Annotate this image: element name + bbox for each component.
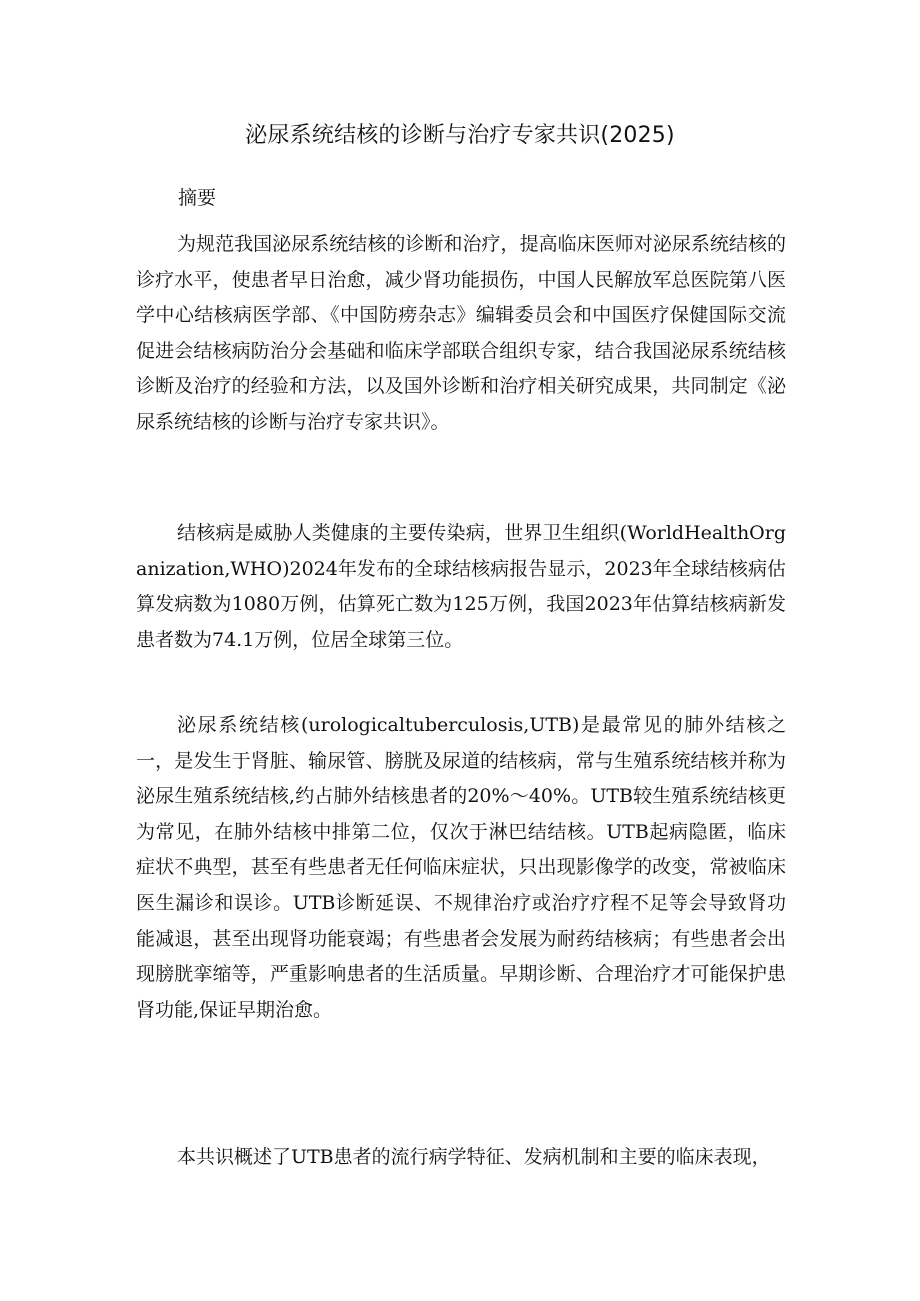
paragraph-epidemiology [136, 516, 786, 658]
paragraph-text: 为规范我国泌尿系统结核的诊断和治疗，提高临床医师对泌尿系统结核的诊疗水平，使患者早日治愈，减少肾功能损伤，中国人民解放军总医院第八医学中心结核病医学部、《中国防痨杂志》编辑委员会和中国医疗保健国际交流促进会结核病防治分会基础和临床学部联合组织专家，结合我国泌尿系统结核诊断及治疗的经验和方法，以及国外诊断和治疗相关研究成果，共同制定《泌尿系统结核的诊断与治疗专家共识》。 [136, 233, 786, 433]
paragraph-text: 泌尿系统结核(urologicaltuberculosis,UTB)是最常见的肺外结核之一，是发生于肾脏、输尿管、膀胱及尿道的结核病，常与生殖系统结核并称为泌尿生殖系统结核,约占肺外结核患者的20%～40%。UTB较生殖系统结核更为常见，在肺外结核中排第二位，仅次于淋巴结结核。UTB起病隐匿，临床症状不典型，甚至有些患者无任何临床症状，只出现影像学的改变，常被临床医生漏诊和误诊。UTB诊断延误、不规律治疗或治疗疗程不足等会导致肾功能减退，甚至出现肾功能衰竭；有些患者会发展为耐药结核病；有些患者会出现膀胱挛缩等，严重影响患者的生活质量。早期诊断、合理治疗才可能保护患肾功能,保证早期治愈。 [136, 714, 786, 1021]
document-title: 泌尿系统结核的诊断与治疗专家共识(2025) [245, 123, 675, 148]
paragraph-purpose [136, 227, 786, 441]
paragraph-consensus-summary [136, 1140, 786, 1176]
paragraph-text: 本共识概述了UTB患者的流行病学特征、发病机制和主要的临床表现， [177, 1146, 771, 1168]
paragraph-utb-overview [136, 708, 786, 1028]
abstract-heading: 摘要 [178, 187, 217, 209]
paragraph-text: 结核病是威胁人类健康的主要传染病，世界卫生组织(WorldHealthOrganization,WHO)2024年发布的全球结核病报告显示，2023年全球结核病估算发病数为1080万例，估算死亡数为125万例，我国2023年估算结核病新发患者数为74.1万例，位居全球第三位。 [136, 522, 786, 651]
